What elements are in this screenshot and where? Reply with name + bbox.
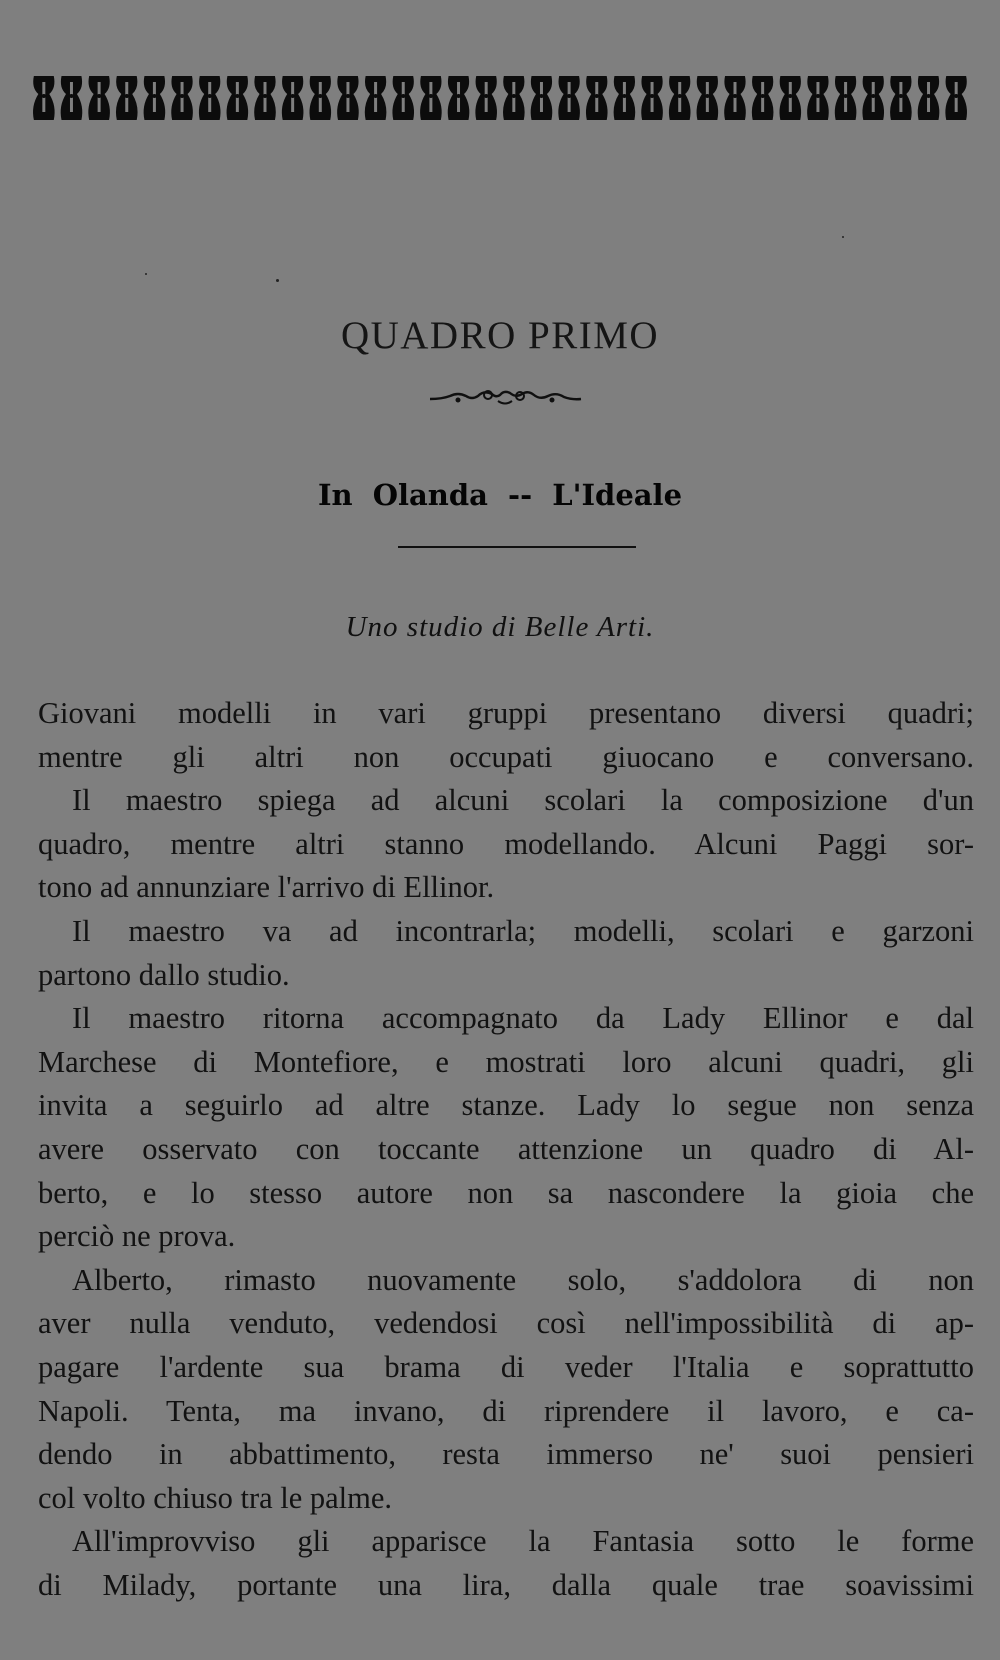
text-line: mentre gli altri non occupati giuocano e conversano. (38, 739, 974, 774)
ornament-cell (199, 76, 221, 120)
ornament-cell (365, 76, 387, 120)
ornament-cell (862, 76, 884, 120)
text-line: Il maestro spiega ad alcuni scolari la composizione d'un (72, 783, 974, 818)
print-speck (145, 273, 147, 275)
text-line: Il maestro ritorna accompagnato da Lady Ellinor e dal (72, 1001, 974, 1036)
ornament-cell (309, 76, 331, 120)
text-line: perciò ne prova. (38, 1219, 236, 1254)
ornament-cell (88, 76, 110, 120)
ornament-cell (337, 76, 359, 120)
ornament-cell (282, 76, 304, 120)
text-line: di Milady, portante una lira, dalla quale trae soavissimi (38, 1567, 974, 1602)
flourish-ornament-icon (428, 386, 583, 408)
scene-title: In Olanda -- L'Ideale (317, 478, 683, 512)
text-line: pagare l'ardente sua brama di veder l'Italia e soprattutto (38, 1349, 974, 1384)
text-line: All'improvviso gli apparisce la Fantasia sotto le forme (72, 1524, 974, 1559)
ornament-cell (392, 76, 414, 120)
ornament-cell (503, 76, 525, 120)
ornament-cell (779, 76, 801, 120)
ornament-cell (835, 76, 857, 120)
ornament-cell (254, 76, 276, 120)
ornament-band-icon (30, 72, 970, 124)
ornament-cell (420, 76, 442, 120)
print-speck (276, 279, 279, 282)
text-line: avere osservato con toccante attenzione un quadro di Al- (38, 1131, 974, 1166)
ornament-cell (558, 76, 580, 120)
ornament-cell (33, 76, 55, 120)
ornament-cell (669, 76, 691, 120)
text-line: aver nulla venduto, vedendosi così nell'impossibilità di ap- (38, 1306, 974, 1341)
scene-setting: Uno studio di Belle Arti. (345, 611, 655, 643)
ornament-cell (614, 76, 636, 120)
ornament-cell (171, 76, 193, 120)
ornament-cell (918, 76, 940, 120)
text-line: Marchese di Montefiore, e mostrati loro alcuni quadri, gli (38, 1044, 974, 1079)
text-line: quadro, mentre altri stanno modellando. Alcuni Paggi sor- (38, 826, 974, 861)
ornament-cell (586, 76, 608, 120)
text-line: Napoli. Tenta, ma invano, di riprendere il lavoro, e ca- (38, 1393, 974, 1428)
text-line: Il maestro va ad incontrarla; modelli, scolari e garzoni (72, 913, 974, 948)
text-line: Giovani modelli in vari gruppi presentano diversi quadri; (38, 696, 974, 730)
print-speck (842, 236, 844, 238)
title-rule (398, 546, 636, 548)
stage-directions (38, 692, 974, 1607)
ornament-cell (475, 76, 497, 120)
text-line: invita a seguirlo ad altre stanze. Lady lo segue non senza (38, 1088, 974, 1123)
ornament-cell (116, 76, 138, 120)
text-line: tono ad annunziare l'arrivo di Ellinor. (38, 870, 495, 905)
chapter-title: QUADRO PRIMO (340, 314, 660, 357)
ornament-cell (890, 76, 912, 120)
text-line: partono dallo studio. (38, 957, 290, 992)
text-line: col volto chiuso tra le palme. (38, 1480, 393, 1515)
ornament-cell (724, 76, 746, 120)
ornament-cell (945, 76, 967, 120)
ornament-cell (531, 76, 553, 120)
ornament-cell (227, 76, 249, 120)
ornament-cell (448, 76, 470, 120)
ornament-cell (752, 76, 774, 120)
text-line: Alberto, rimasto nuovamente solo, s'addolora di non (72, 1262, 974, 1297)
text-line: berto, e lo stesso autore non sa nascondere la gioia che (38, 1175, 974, 1210)
ornament-cell (807, 76, 829, 120)
text-line: dendo in abbattimento, resta immerso ne' suoi pensieri (38, 1437, 974, 1472)
ornament-cell (61, 76, 83, 120)
ornament-cell (144, 76, 166, 120)
ornament-cell (697, 76, 719, 120)
ornament-cell (641, 76, 663, 120)
